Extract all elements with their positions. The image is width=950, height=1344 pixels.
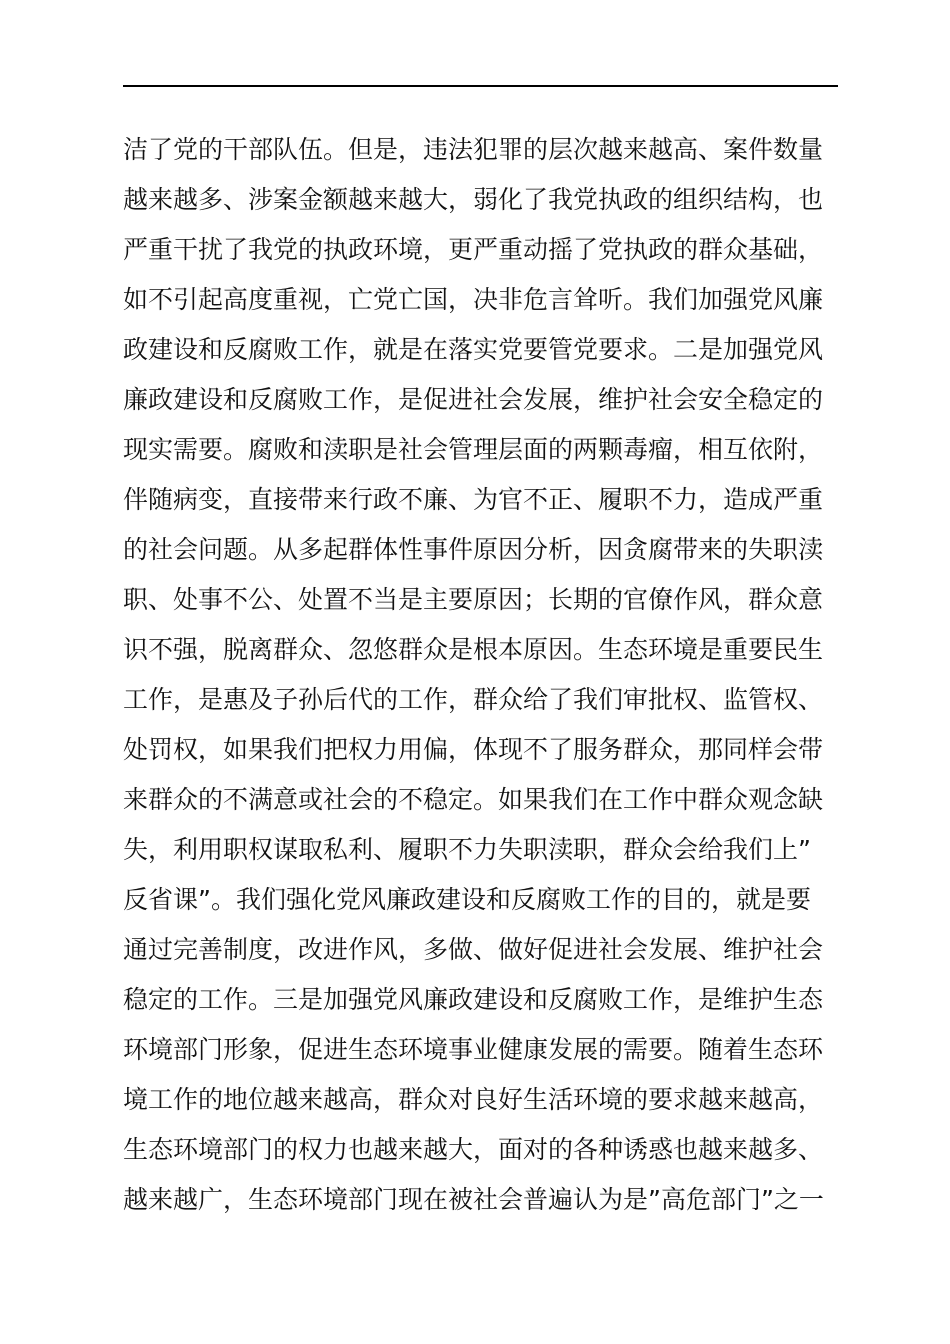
text-line: 洁了党的干部队伍。但是，违法犯罪的层次越来越高、案件数量 [123, 135, 824, 164]
header-rule [123, 85, 838, 87]
text-line: 的社会问题。从多起群体性事件原因分析，因贪腐带来的失职渎 [123, 535, 824, 564]
text-line: 越来越多、涉案金额越来越大，弱化了我党执政的组织结构，也 [123, 185, 824, 214]
text-line: 廉政建设和反腐败工作，是促进社会发展，维护社会安全稳定的 [123, 385, 824, 414]
text-line: 通过完善制度，改进作风，多做、做好促进社会发展、维护社会 [123, 935, 824, 964]
text-line: 政建设和反腐败工作，就是在落实党要管党要求。二是加强党风 [123, 335, 824, 364]
text-line: 识不强，脱离群众、忽悠群众是根本原因。生态环境是重要民生 [123, 635, 824, 664]
text-line: 失，利用职权谋取私利、履职不力失职渎职，群众会给我们上” [123, 835, 811, 864]
text-line: 生态环境部门的权力也越来越大，面对的各种诱惑也越来越多、 [123, 1135, 824, 1164]
text-line: 境工作的地位越来越高，群众对良好生活环境的要求越来越高， [123, 1085, 824, 1114]
text-line: 来群众的不满意或社会的不稳定。如果我们在工作中群众观念缺 [123, 785, 824, 814]
text-line: 环境部门形象，促进生态环境事业健康发展的需要。随着生态环 [123, 1035, 824, 1064]
text-line: 如不引起高度重视，亡党亡国，决非危言耸听。我们加强党风廉 [123, 285, 824, 314]
text-line: 处罚权，如果我们把权力用偏，体现不了服务群众，那同样会带 [123, 735, 824, 764]
text-line: 现实需要。腐败和渎职是社会管理层面的两颗毒瘤，相互依附， [123, 435, 824, 464]
body-text [123, 125, 841, 1225]
text-line: 稳定的工作。三是加强党风廉政建设和反腐败工作，是维护生态 [123, 985, 824, 1014]
text-line: 职、处事不公、处置不当是主要原因；长期的官僚作风，群众意 [123, 585, 824, 614]
text-line: 伴随病变，直接带来行政不廉、为官不正、履职不力，造成严重 [123, 485, 824, 514]
text-line: 越来越广，生态环境部门现在被社会普遍认为是”高危部门”之一 [123, 1185, 824, 1214]
text-line: 反省课”。我们强化党风廉政建设和反腐败工作的目的，就是要 [123, 885, 811, 914]
text-line: 工作，是惠及子孙后代的工作，群众给了我们审批权、监管权、 [123, 685, 824, 714]
text-line: 严重干扰了我党的执政环境，更严重动摇了党执政的群众基础， [123, 235, 824, 264]
